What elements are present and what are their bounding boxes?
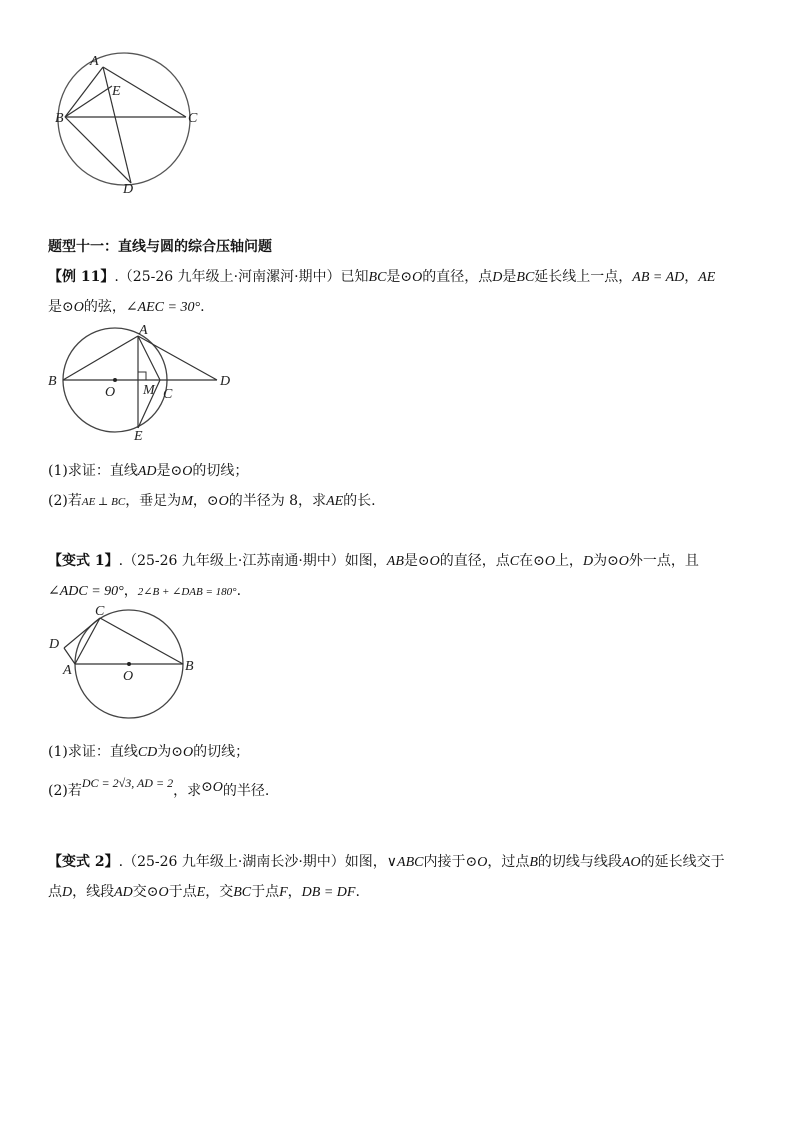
text: (1)求证：直线 <box>48 744 138 760</box>
variant-tag: 【变式 1】 <box>48 553 119 569</box>
label-a: A <box>63 663 72 678</box>
example-tag: 【例 11】 <box>48 269 115 285</box>
label-m: M <box>143 383 155 398</box>
text: 于点 <box>251 884 280 900</box>
text: 为 <box>593 553 608 569</box>
segment-ad: AD <box>114 885 133 900</box>
text: 是 <box>156 463 171 479</box>
text: ， <box>192 493 207 509</box>
circle-o: ⊙O <box>206 494 229 509</box>
variant-tag: 【变式 2】 <box>48 854 119 870</box>
text: . <box>200 299 205 315</box>
text: 点 <box>48 884 62 900</box>
text: ，交 <box>205 884 234 900</box>
text: ， <box>684 269 699 285</box>
text: 是 <box>386 269 401 285</box>
text: 交 <box>132 884 147 900</box>
variant-2-line-2 <box>48 881 360 901</box>
text: 为 <box>157 744 172 760</box>
text: 的直径，点 <box>439 553 510 569</box>
text: ，过点 <box>487 854 530 870</box>
text: ， <box>123 583 138 599</box>
triangle-abc: ∨ABC <box>386 855 424 870</box>
text: ，线段 <box>72 884 115 900</box>
label-a: A <box>139 323 148 338</box>
text: (2)若 <box>48 493 82 509</box>
label-d: D <box>123 182 134 195</box>
segment-ab: AB <box>386 554 404 569</box>
text: 的半径为 8，求 <box>228 493 327 509</box>
label-c: C <box>163 387 173 402</box>
example-11-line-1 <box>48 266 715 286</box>
label-a: A <box>90 54 99 69</box>
label-c: C <box>95 604 105 619</box>
example-source: .（25-26 九年级上·河南漯河·期中） <box>114 269 341 285</box>
segment-ad: AD <box>137 464 157 479</box>
text: 是 <box>48 299 62 315</box>
text: 在 <box>519 553 534 569</box>
text: 的延长线交于 <box>640 854 725 870</box>
text: 的切线； <box>192 463 249 479</box>
label-d: D <box>49 637 60 652</box>
text: . <box>236 583 242 599</box>
point-b: B <box>529 855 538 870</box>
point-d: D <box>492 270 503 285</box>
text: 外一点，且 <box>628 553 699 569</box>
variant-1-question-2 <box>48 776 270 800</box>
equation-db-df: DB = DF <box>301 885 356 900</box>
example-11-question-1 <box>48 460 248 480</box>
text: 上， <box>554 553 583 569</box>
point-e: E <box>196 885 206 900</box>
angle-adc: ∠ADC = 90° <box>48 584 124 599</box>
text: 是 <box>403 553 418 569</box>
text: ， <box>287 884 302 900</box>
example-11-question-2 <box>48 490 376 510</box>
circle-o: ⊙O <box>417 554 440 569</box>
circle-o: ⊙O <box>170 464 193 479</box>
text: 内接于 <box>423 854 466 870</box>
point-f: F <box>279 885 288 900</box>
point-d: D <box>62 885 73 900</box>
text: 的切线； <box>193 744 250 760</box>
segment-bc: BC <box>233 885 252 900</box>
text: 是 <box>502 269 517 285</box>
label-b: B <box>185 659 194 674</box>
section-title: 题型十一：直线与圆的综合压轴问题 <box>48 239 272 255</box>
angle-condition: 2∠B + ∠DAB = 180° <box>137 586 237 598</box>
label-b: B <box>48 374 57 389</box>
variant-1-line-1 <box>48 550 699 570</box>
given-values: DC = 2√3, AD = 2 <box>81 776 174 790</box>
perpendicular-condition: AE ⊥ BC <box>81 496 126 508</box>
label-e: E <box>112 84 121 99</box>
label-o: O <box>105 385 116 400</box>
equation: AB = AD <box>632 270 685 285</box>
circle-o: ⊙O <box>171 745 194 760</box>
point-m: M <box>181 494 193 509</box>
point-d: D <box>582 554 594 569</box>
label-c: C <box>188 111 198 126</box>
text: ，求 <box>173 783 202 799</box>
text: 于点 <box>168 884 197 900</box>
figure-example-11 <box>45 320 245 445</box>
text: 已知 <box>340 269 369 285</box>
text: . <box>355 884 360 900</box>
label-o: O <box>123 669 134 684</box>
text: 的直径，点 <box>422 269 493 285</box>
segment-bc: BC <box>516 270 535 285</box>
circle-o: ⊙O <box>400 270 423 285</box>
text: 的半径. <box>222 783 270 799</box>
circle-o: ⊙O <box>146 885 169 900</box>
label-b: B <box>55 111 64 126</box>
variant-source: .（25-26 九年级上·江苏南通·期中）如图， <box>118 553 387 569</box>
angle-aec: ∠AEC = 30° <box>125 300 201 315</box>
text: 的长. <box>343 493 376 509</box>
circle-o: ⊙O <box>607 554 629 569</box>
circle-o: ⊙O <box>533 554 555 569</box>
segment-ae: AE <box>698 270 716 285</box>
label-d: D <box>220 374 231 389</box>
segment-ae: AE <box>326 494 344 509</box>
text: ，垂足为 <box>125 493 182 509</box>
text: (1)求证：直线 <box>48 463 138 479</box>
circle-o: ⊙O <box>201 780 223 795</box>
variant-1-line-2 <box>48 580 241 600</box>
figure-variant-1 <box>45 600 215 725</box>
label-e: E <box>134 429 143 444</box>
variant-1-question-1 <box>48 741 249 761</box>
text: 的切线与线段 <box>537 854 622 870</box>
point-c: C <box>509 554 520 569</box>
circle-o: ⊙O <box>62 300 84 315</box>
text: (2)若 <box>48 783 82 799</box>
text: 的弦， <box>83 299 126 315</box>
variant-2-line-1 <box>48 851 725 871</box>
circle-o: ⊙O <box>465 855 488 870</box>
segment-bc: BC <box>368 270 387 285</box>
variant-source: .（25-26 九年级上·湖南长沙·期中）如图， <box>118 854 387 870</box>
segment-cd: CD <box>137 745 158 760</box>
text: 延长线上一点， <box>534 269 633 285</box>
segment-ao: AO <box>621 855 641 870</box>
figure-top-circle <box>50 45 210 195</box>
example-11-line-2 <box>48 296 205 316</box>
